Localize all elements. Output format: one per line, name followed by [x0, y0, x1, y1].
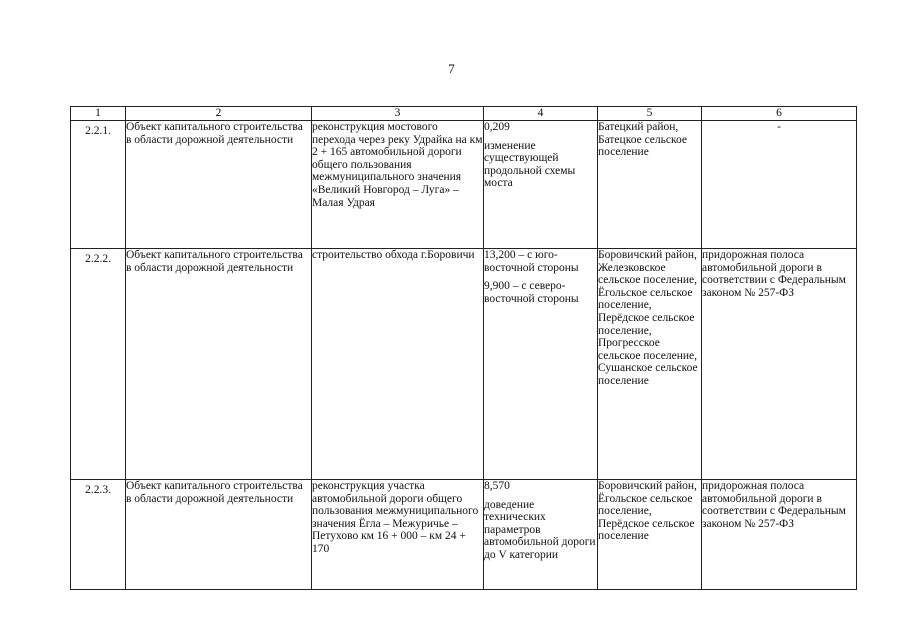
object-type: Объект капитального строительства в области дорожной деятельности — [126, 121, 312, 249]
char-value: 0,209 — [484, 121, 510, 133]
char-note: изменение существующей продольной схемы моста — [484, 139, 576, 190]
header-col-5: 5 — [598, 107, 702, 121]
char-value: 8,570 — [484, 480, 510, 492]
header-col-4: 4 — [484, 107, 598, 121]
header-row — [71, 107, 857, 121]
table-row — [71, 121, 857, 249]
object-characteristics — [484, 480, 598, 590]
object-location: Боровичский район, Железковское сельское поселение, Ёгольское сельское поселение, Перёдское сельское поселение, Прогресское сельское поселение, Сушанское сельское поселение — [598, 249, 702, 480]
object-characteristics — [484, 121, 598, 249]
header-col-3: 3 — [312, 107, 484, 121]
object-description: реконструкция мостового перехода через реку Удрайка на км 2 + 165 автомобильной дороги общего пользования межмуниципального значения «Великий Новгород – Луга» – Малая Удрая — [312, 121, 484, 249]
object-location: Батецкий район, Батецкое сельское поселение — [598, 121, 702, 249]
restriction-zones: придорожная полоса автомобильной дороги в соответствии с Федеральным законом № 257-ФЗ — [702, 480, 857, 590]
row-number: 2.2.1. — [71, 121, 126, 249]
object-type: Объект капитального строительства в области дорожной деятельности — [126, 249, 312, 480]
table-row — [71, 480, 857, 590]
document-table — [70, 106, 857, 590]
row-number: 2.2.2. — [71, 249, 126, 480]
char-value: 13,200 – с юго-восточной стороны — [484, 249, 579, 274]
object-description: реконструкция участка автомобильной дороги общего пользования межмуниципального значения Ёгла – Межуричье – Петухово км 16 + 000 – км 24 + 170 — [312, 480, 484, 590]
header-col-1: 1 — [71, 107, 126, 121]
header-col-2: 2 — [126, 107, 312, 121]
object-type: Объект капитального строительства в области дорожной деятельности — [126, 480, 312, 590]
table-row — [71, 249, 857, 480]
object-description: строительство обхода г.Боровичи — [312, 249, 484, 480]
char-note: 9,900 – с северо-восточной стороны — [484, 280, 579, 305]
row-number: 2.2.3. — [71, 480, 126, 590]
object-location: Боровичский район, Ёгольское сельское поселение, Перёдское сельское поселение — [598, 480, 702, 590]
header-col-6: 6 — [702, 107, 857, 121]
restriction-zones: придорожная полоса автомобильной дороги в соответствии с Федеральным законом № 257-ФЗ — [702, 249, 857, 480]
restriction-zones: - — [702, 121, 857, 249]
object-characteristics — [484, 249, 598, 480]
char-note: доведение технических параметров автомобильной дороги до V категории — [484, 498, 596, 561]
page-number: 7 — [448, 61, 455, 76]
